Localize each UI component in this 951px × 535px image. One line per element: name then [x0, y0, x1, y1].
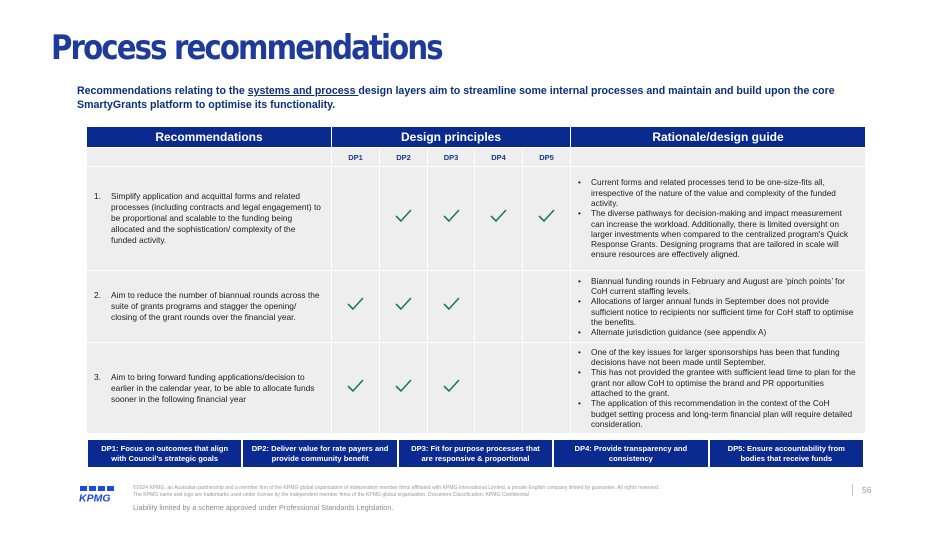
- check-cell: [332, 271, 380, 343]
- subheader-blank: [87, 148, 332, 167]
- check-cell: [380, 167, 428, 271]
- check-icon: [538, 209, 555, 223]
- recommendation-number: 3.: [94, 371, 101, 382]
- page-title: Process recommendations: [51, 28, 442, 68]
- check-icon: [395, 297, 412, 311]
- check-cell: [475, 271, 523, 343]
- check-icon: [443, 379, 460, 393]
- legend-dp2: DP2: Deliver value for rate payers and provide community benefit: [242, 439, 397, 468]
- rationale-bullet: • The application of this recommendation in the context of the CoH budget setting process and long-term financial plan will require detailed consideration.: [577, 398, 857, 429]
- check-icon: [347, 379, 364, 393]
- header-recommendations: Recommendations: [87, 127, 332, 148]
- rationale-cell: [571, 271, 866, 343]
- rationale-bullet: • Biannual funding rounds in February and August are ‘pinch points’ for CoH current staffing levels.: [577, 276, 857, 297]
- recommendation-cell: [87, 343, 332, 434]
- check-icon: [490, 209, 507, 223]
- check-icon: [395, 209, 412, 223]
- rationale-bullet: • This has not provided the grantee with sufficient lead time to plan for the grant nor allow CoH to optimise the brand and PR opportunities attached to the grant.: [577, 367, 857, 398]
- subheader-blank: [571, 148, 866, 167]
- design-principles-legend: [86, 438, 865, 469]
- rationale-bullet: • Allocations of larger annual funds in September does not provide sufficient notice to recipients nor sufficient time for CoH staff to optimise the benefits.: [577, 296, 857, 327]
- intro-link[interactable]: systems and process: [247, 85, 359, 97]
- rationale-bullet: • Alternate jurisdiction guidance (see appendix A): [577, 327, 857, 337]
- table-row: [87, 343, 866, 434]
- intro-text-after: design layers aim to streamline some internal processes and maintain and build upon the core SmartyGrants platform to optimise its functionality.: [77, 85, 835, 111]
- logo-text: KPMG: [79, 492, 111, 503]
- check-cell: [332, 343, 380, 434]
- check-cell: [380, 343, 428, 434]
- legend-dp4: DP4: Provide transparency and consistency: [553, 439, 708, 468]
- check-cell: [428, 343, 475, 434]
- recommendation-number: 2.: [94, 290, 101, 300]
- recommendation-text: Simplify application and acquittal forms and related processes (including contracts and legal engagement) to be proportional and scalable to the funding being allocated and the sophistication/ complexity of the funded activity.: [111, 191, 321, 245]
- dp-label: DP3: [428, 148, 475, 167]
- check-icon: [347, 297, 364, 311]
- check-cell: [428, 167, 475, 271]
- recommendation-number: 1.: [94, 191, 101, 201]
- intro-paragraph: [77, 85, 877, 112]
- check-cell: [428, 271, 475, 343]
- legend-dp1: DP1: Focus on outcomes that align with Council’s strategic goals: [87, 439, 242, 468]
- check-cell: [523, 343, 571, 434]
- legal-line: ©2024 KPMG, an Australian partnership and a member firm of the KPMG global organisation of independent member firms affiliated with KPMG International Limited, a private English company limited by guarantee. All rights reserved.: [133, 485, 660, 491]
- rationale-bullet: • The diverse pathways for decision-making and impact measurement can increase the workload. Additionally, there is limited oversight on larger investments when compared to the centralized program's Quick Response Grants. Designing programs that are tailored in scale will ensure resources are effectively aligned.: [577, 208, 857, 259]
- legal-notice: [133, 485, 823, 499]
- rationale-cell: [571, 343, 866, 434]
- table-row: [87, 167, 866, 271]
- check-icon: [443, 297, 460, 311]
- recommendations-table: [86, 126, 866, 434]
- check-cell: [475, 167, 523, 271]
- check-cell: [380, 271, 428, 343]
- footer-divider: [852, 484, 853, 496]
- recommendation-cell: [87, 167, 332, 271]
- header-rationale: Rationale/design guide: [571, 127, 866, 148]
- page-number: 56: [862, 485, 872, 495]
- table-row: [87, 271, 866, 343]
- legend-dp3: DP3: Fit for purpose processes that are responsive & proportional: [398, 439, 553, 468]
- intro-text-before: Recommendations relating to the: [77, 85, 248, 97]
- dp-label: DP1: [332, 148, 380, 167]
- dp-label: DP4: [475, 148, 523, 167]
- check-cell: [475, 343, 523, 434]
- rationale-bullet: • Current forms and related processes tend to be one-size-fits all, irrespective of the nature of the value and complexity of the funded activity.: [577, 177, 857, 208]
- legend-dp5: DP5: Ensure accountability from bodies that receive funds: [709, 439, 864, 468]
- rationale-cell: [571, 167, 866, 271]
- check-cell: [332, 167, 380, 271]
- liability-statement: Liability limited by a scheme approved under Professional Standards Legislation.: [133, 503, 394, 512]
- check-icon: [443, 209, 460, 223]
- dp-label: DP2: [380, 148, 428, 167]
- recommendation-text: Aim to bring forward funding applications/decision to earlier in the calendar year, to be able to allocate funds sooner in the following financial year: [111, 371, 315, 404]
- recommendation-cell: [87, 271, 332, 343]
- check-cell: [523, 167, 571, 271]
- legal-line: The KPMG name and logo are trademarks used under license by the independent member firms of the KPMG global organisation. Document Classification: KPMG Confidential: [133, 492, 529, 499]
- check-icon: [395, 379, 412, 393]
- dp-label: DP5: [523, 148, 571, 167]
- rationale-bullet: • One of the key issues for larger sponsorships has been that funding decisions have not been made until September.: [577, 347, 857, 368]
- recommendation-text: Aim to reduce the number of biannual rounds across the suite of grants programs and stagger the opening/ closing of the grant rounds over the financial year.: [111, 290, 320, 322]
- header-design-principles: Design principles: [332, 127, 571, 148]
- check-cell: [523, 271, 571, 343]
- kpmg-logo: [79, 485, 117, 503]
